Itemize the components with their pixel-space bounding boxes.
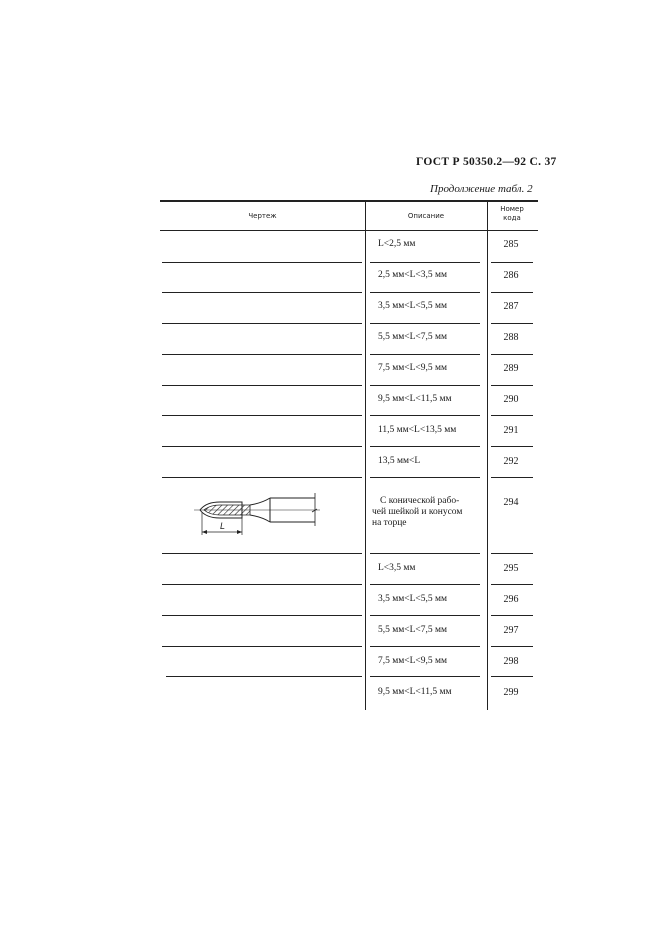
column-divider-2 (487, 200, 488, 710)
row-divider (166, 676, 362, 677)
row-divider (370, 323, 480, 324)
table-row-code: 297 (503, 625, 519, 636)
table-row-code: 286 (503, 270, 519, 281)
row-divider (370, 385, 480, 386)
table-row-description: 7,5 мм<L<9,5 мм (378, 363, 448, 373)
table-row-description: L<3,5 мм (378, 563, 416, 573)
row-divider (491, 323, 533, 324)
table-row-code: 299 (503, 687, 519, 698)
table-row-description: 3,5 мм<L<5,5 мм (378, 301, 448, 311)
column-header-drawing: Чертеж (248, 212, 277, 220)
table-row-code: 289 (503, 363, 519, 374)
column-header-code-line1: Номер (500, 205, 524, 213)
table-row-description: 7,5 мм<L<9,5 мм (378, 656, 448, 666)
row-divider (162, 385, 362, 386)
description-line: на торце (372, 518, 407, 528)
row-divider (162, 446, 362, 447)
table-row-code: 285 (503, 239, 519, 250)
description-line: чей шейкой и конусом (372, 507, 463, 517)
description-line: С конической рабо- (380, 496, 460, 506)
table-row-code: 287 (503, 301, 519, 312)
row-divider (491, 584, 533, 585)
row-divider (491, 553, 533, 554)
row-divider (370, 477, 480, 478)
table-row-description: 2,5 мм<L<3,5 мм (378, 270, 448, 280)
row-divider (370, 446, 480, 447)
table-row-code: 292 (503, 456, 519, 467)
row-divider (491, 676, 533, 677)
table-row-description: 9,5 мм<L<11,5 мм (378, 687, 452, 697)
row-divider (491, 646, 533, 647)
row-divider (491, 615, 533, 616)
row-divider (370, 262, 480, 263)
row-divider (491, 446, 533, 447)
column-divider-1 (365, 200, 366, 710)
dimension-label-L: L (220, 521, 226, 531)
table-row-code: 294 (503, 497, 519, 508)
table-row-description: 9,5 мм<L<11,5 мм (378, 394, 452, 404)
table-row-description: 11,5 мм<L<13,5 мм (378, 425, 457, 435)
table-row-description: 13,5 мм<L (378, 456, 421, 466)
row-divider (491, 292, 533, 293)
row-divider (162, 553, 362, 554)
table-header-border (160, 230, 538, 231)
row-divider (162, 477, 362, 478)
row-divider (162, 415, 362, 416)
row-divider (491, 477, 533, 478)
table-row-code: 296 (503, 594, 519, 605)
table-top-border (160, 200, 538, 202)
table-continuation-label: Продолжение табл. 2 (430, 183, 533, 195)
table-row-code: 290 (503, 394, 519, 405)
row-divider (491, 354, 533, 355)
row-divider (370, 676, 480, 677)
table-row-code: 288 (503, 332, 519, 343)
table-row-code: 295 (503, 563, 519, 574)
row-divider (162, 584, 362, 585)
row-divider (162, 354, 362, 355)
row-divider (491, 385, 533, 386)
column-header-code-line2: кода (503, 214, 521, 222)
column-header-description: Описание (407, 212, 445, 220)
row-divider (370, 615, 480, 616)
row-divider (491, 262, 533, 263)
row-divider (162, 646, 362, 647)
table-row-description: 5,5 мм<L<7,5 мм (378, 625, 448, 635)
row-divider (162, 262, 362, 263)
row-divider (370, 646, 480, 647)
table-row-code: 298 (503, 656, 519, 667)
table-row-code: 291 (503, 425, 519, 436)
row-divider (370, 292, 480, 293)
table-row-description-multiline (372, 496, 480, 529)
conical-tool-drawing (180, 490, 330, 550)
row-divider (370, 354, 480, 355)
row-divider (370, 584, 480, 585)
row-divider (162, 323, 362, 324)
row-divider (162, 292, 362, 293)
table-row-description: 3,5 мм<L<5,5 мм (378, 594, 448, 604)
document-header-title: ГОСТ Р 50350.2—92 С. 37 (416, 156, 557, 168)
row-divider (370, 553, 480, 554)
row-divider (162, 615, 362, 616)
table-row-description: L<2,5 мм (378, 239, 416, 249)
column-header-code (487, 205, 537, 223)
row-divider (491, 415, 533, 416)
row-divider (370, 415, 480, 416)
table-row-description: 5,5 мм<L<7,5 мм (378, 332, 448, 342)
